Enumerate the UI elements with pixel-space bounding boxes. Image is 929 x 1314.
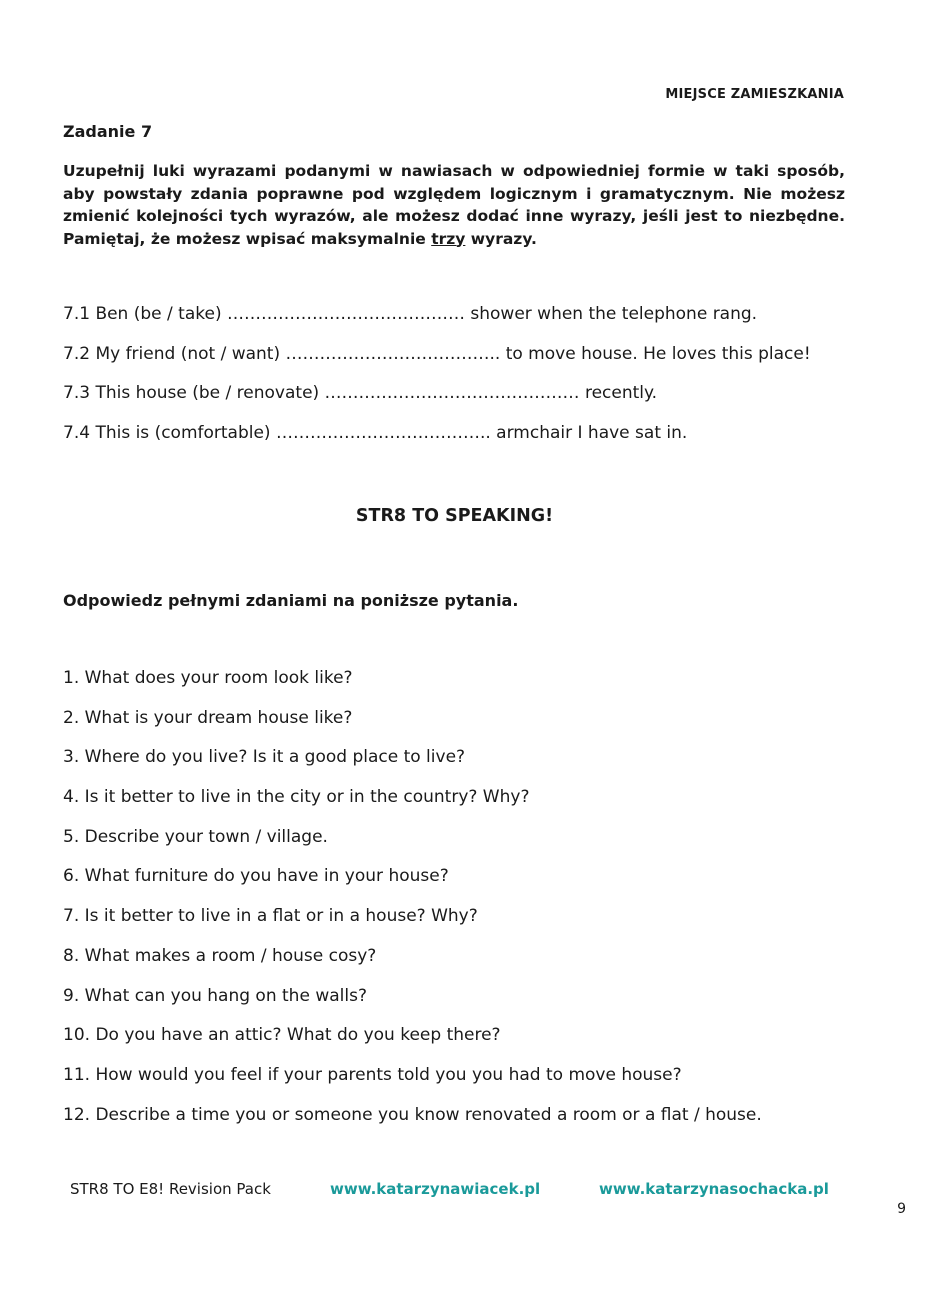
question-item: 3. Where do you live? Is it a good place to live? — [63, 747, 466, 768]
task-title: Zadanie 7 — [63, 122, 153, 141]
task-instruction — [63, 160, 845, 250]
exercise-item: 7.2 My friend (not / want) ……………………………….. to move house. He loves this place! — [63, 343, 811, 364]
question-list — [63, 668, 762, 1144]
question-item: 6. What furniture do you have in your house? — [63, 866, 449, 887]
speaking-instruction: Odpowiedz pełnymi zdaniami na poniższe pytania. — [63, 591, 519, 610]
question-item: 9. What can you hang on the walls? — [63, 985, 367, 1006]
exercise-item: 7.4 This is (comfortable) ……………………………….. armchair I have sat in. — [63, 422, 688, 443]
question-item: 10. Do you have an attic? What do you keep there? — [63, 1025, 501, 1046]
question-item: 11. How would you feel if your parents told you you had to move house? — [63, 1064, 682, 1085]
page-number: 9 — [897, 1201, 906, 1217]
footer-label: STR8 TO E8! Revision Pack — [70, 1180, 271, 1198]
question-item: 5. Describe your town / village. — [63, 826, 328, 847]
speaking-section-title: STR8 TO SPEAKING! — [355, 506, 554, 526]
question-item: 1. What does your room look like? — [63, 668, 353, 688]
question-item: 7. Is it better to live in a flat or in a house? Why? — [63, 906, 478, 927]
footer-link-wiacek[interactable]: www.katarzynawiacek.pl — [330, 1180, 541, 1198]
question-item: 8. What makes a room / house cosy? — [63, 945, 377, 966]
question-item: 2. What is your dream house like? — [63, 707, 353, 728]
task-instruction-end: wyrazy. — [465, 229, 537, 248]
exercise-item: 7.1 Ben (be / take) …………………………………… shower when the telephone rang. — [63, 304, 758, 324]
section-label: MIEJSCE ZAMIESZKANIA — [665, 87, 844, 102]
task-instruction-emphasis: trzy — [431, 229, 466, 248]
question-item: 4. Is it better to live in the city or in the country? Why? — [63, 787, 530, 808]
question-item: 12. Describe a time you or someone you know renovated a room or a flat / house. — [63, 1104, 762, 1125]
footer-link-sochacka[interactable]: www.katarzynasochacka.pl — [599, 1180, 829, 1198]
task-instruction-text: Uzupełnij luki wyrazami podanymi w nawiasach w odpowiedniej formie w taki sposób, aby powstały zdania poprawne pod względem logicznym i gramatycznym. Nie możesz zmienić kolejności tych wyrazów, ale możesz dodać inne wyrazy, jeśli jest to niezbędne. Pamiętaj, że możesz wpisać maksymalnie — [63, 162, 845, 248]
exercise-item: 7.3 This house (be / renovate) ……………………………………… recently. — [63, 383, 658, 403]
exercise-list — [63, 304, 811, 462]
